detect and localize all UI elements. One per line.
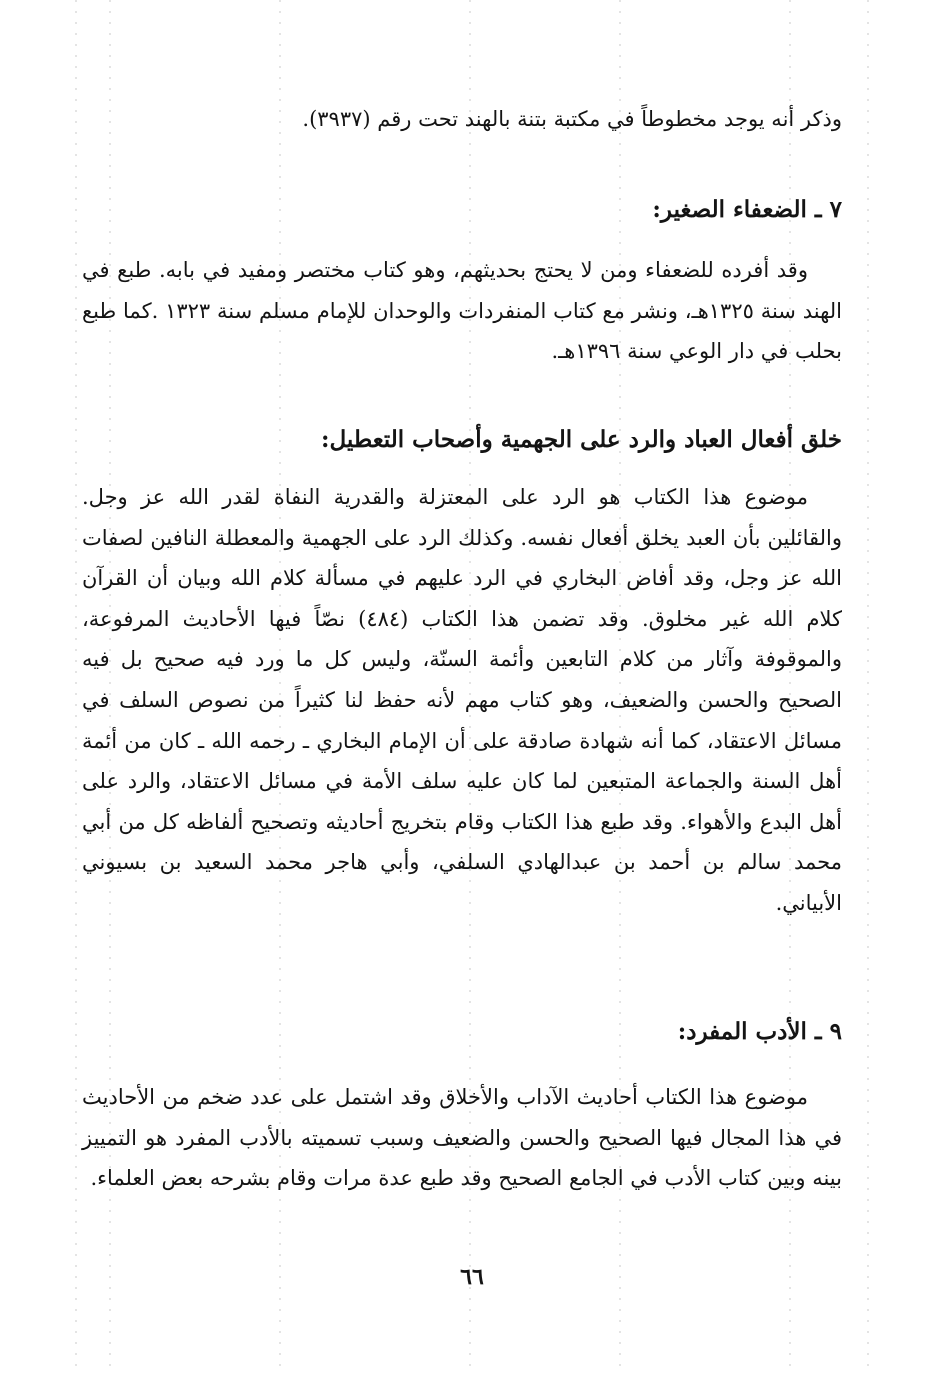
- section-text: موضوع هذا الكتاب أحاديث الآداب والأخلاق وقد اشتمل على عدد ضخم من الأحاديث في هذا المجال فيها الصحيح والحسن والضعيف وسبب تسميته بالأدب المفرد هو التمييز بينه وبين كتاب الأدب في الجامع الصحيح وقد طبع عدة مرات وقام بشرحه بعض العلماء.: [82, 1085, 842, 1191]
- section-body-creation-of-acts: [82, 477, 842, 924]
- section-heading-weak-narrators: ٧ ـ الضعفاء الصغير:: [652, 196, 842, 223]
- section-heading-adab-al-mufrad: ٩ ـ الأدب المفرد:: [677, 1018, 842, 1045]
- section-text: وقد أفرده للضعفاء ومن لا يحتج بحديثهم، وهو كتاب مختصر ومفيد في بابه. طبع في الهند سنة ١٣٢٥هـ، ونشر مع كتاب المنفردات والوحدان للإمام مسلم سنة ١٣٢٣ .كما طبع بحلب في دار الوعي سنة ١٣٩٦هـ.: [82, 258, 842, 364]
- section-body-adab-al-mufrad: [82, 1077, 842, 1199]
- intro-paragraph: وذكر أنه يوجد مخطوطاً في مكتبة بتنة بالهند تحت رقم (٣٩٣٧).: [302, 107, 842, 131]
- section-body-weak-narrators: [82, 250, 842, 372]
- section-heading-creation-of-acts: خلق أفعال العباد والرد على الجهمية وأصحاب التعطيل:: [321, 426, 842, 453]
- page-number: ٦٦: [460, 1264, 484, 1290]
- section-text: موضوع هذا الكتاب هو الرد على المعتزلة والقدرية النفاة لقدر الله عز وجل. والقائلين بأن العبد يخلق أفعال نفسه. وكذلك الرد على الجهمية والمعطلة النافين لصفات الله عز وجل، وقد أفاض البخاري في الرد عليهم في مسألة كلام الله وبيان أن القرآن كلام الله غير مخلوق. وقد تضمن هذا الكتاب (٤٨٤) نصّاً فيها الأحاديث المرفوعة، والموقوفة وآثار من كلام التابعين وأئمة السنّة، وليس كل ما ورد فيه صحيح بل فيه الصحيح والحسن والضعيف، وهو كتاب مهم لأنه حفظ لنا كثيراً من نصوص السلف في مسائل الاعتقاد، كما أنه شهادة صادقة على أن الإمام البخاري ـ رحمه الله ـ كان من أئمة أهل السنة والجماعة المتبعين لما كان عليه سلف الأمة في مسائل الاعتقاد، والرد على أهل البدع والأهواء. وقد طبع هذا الكتاب وقام بتخريج أحاديثه وتصحيح ألفاظه كل من أبي محمد سالم بن أحمد بن عبدالهادي السلفي، وأبي هاجر محمد السعيد بن بسيوني الأبياني.: [82, 485, 843, 915]
